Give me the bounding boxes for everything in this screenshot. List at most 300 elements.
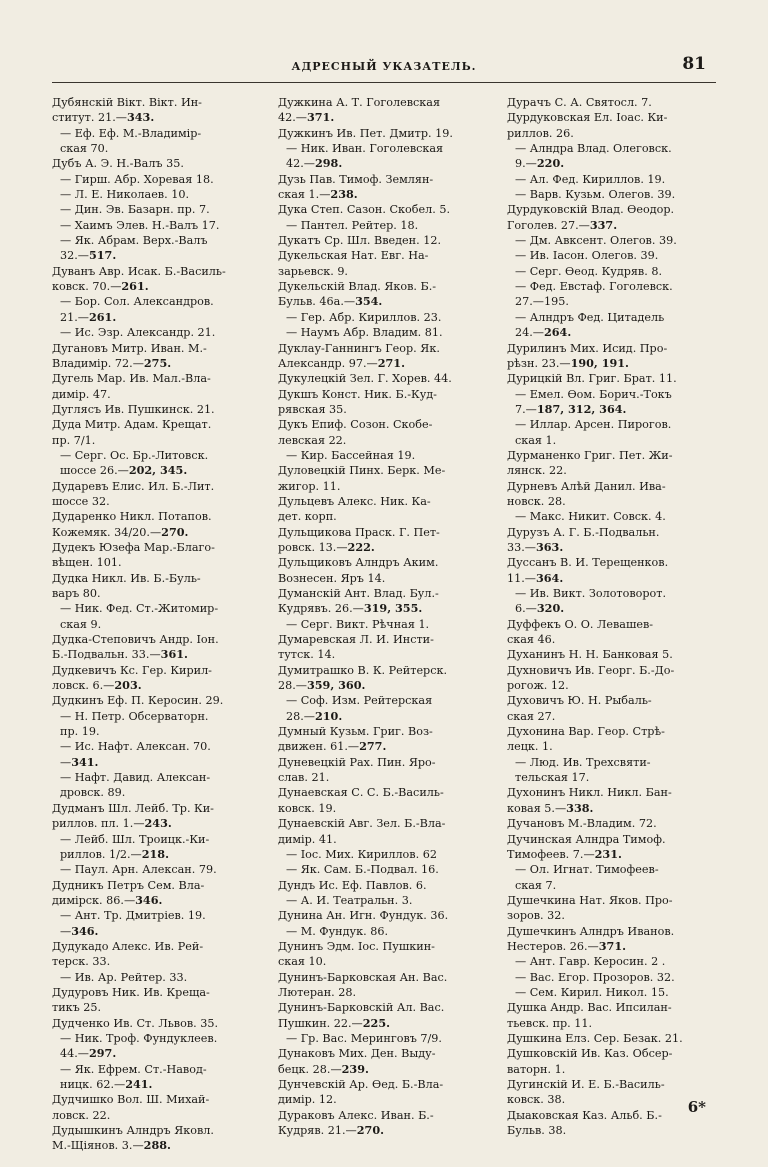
directory-entry (507, 816, 717, 831)
entry-text: новск. 28. (507, 494, 566, 508)
directory-entry (52, 233, 262, 264)
entry-line (52, 693, 262, 708)
entry-text: Дураковъ Алекс. Иван. Б.- (278, 1108, 434, 1122)
printer-signature: 6* (687, 1098, 706, 1116)
entry-line (507, 1031, 717, 1046)
entry-line (278, 494, 488, 509)
entry-text: — Люд. Ив. Трехсвяти- (515, 755, 651, 769)
entry-line (278, 571, 488, 586)
entry-text: ровск. 13.— (278, 540, 348, 554)
directory-entry (278, 325, 488, 340)
entry-text: Думаревская Л. И. Инсти- (278, 633, 434, 647)
page-number: 81 (682, 54, 706, 74)
entry-text: Дужкина А. Т. Гоголевская (278, 96, 441, 109)
entry-text: Душечкинъ Алндръ Иванов. (507, 924, 675, 938)
entry-text: димір. 41. (278, 832, 337, 846)
phone-number: 261. (88, 309, 117, 324)
entry-line (507, 479, 717, 494)
entry-line (507, 908, 717, 923)
directory-entry (507, 724, 717, 755)
entry-line (286, 325, 488, 340)
entry-line (52, 816, 262, 831)
entry-line (60, 233, 262, 248)
entry-text: Дудкинъ Еф. П. Керосин. 29. (52, 694, 224, 708)
entry-line (515, 233, 717, 248)
directory-entry (52, 693, 262, 708)
entry-text: 7.— (515, 402, 537, 416)
entry-text: — Фед. Евстаф. Гоголевск. (515, 280, 673, 294)
entry-text: Дудекъ Юзефа Мар.-Благо- (52, 540, 215, 554)
entry-text: Дудка Никл. Ив. Б.-Буль- (52, 571, 201, 585)
entry-line (286, 893, 488, 908)
entry-line (507, 110, 717, 125)
entry-text: ская 7. (515, 878, 557, 892)
entry-line (52, 356, 262, 371)
entry-line (515, 279, 717, 294)
entry-line (278, 586, 488, 601)
entry-text: — Ис. Эзр. Александр. 21. (60, 326, 216, 340)
entry-line (60, 785, 262, 800)
entry-line (278, 770, 488, 785)
entry-text: — Ив. Викт. Золотоворот. (515, 587, 667, 600)
entry-line (515, 878, 717, 893)
phone-number: 271. (377, 355, 405, 370)
entry-line (52, 939, 262, 954)
entry-text: Александр. 97.— (278, 356, 378, 370)
entry-text: 11.— (507, 571, 536, 585)
entry-text: Дучановъ М.-Владим. 72. (507, 817, 657, 831)
entry-line (278, 110, 488, 125)
entry-text: Кудрявъ. 26.— (278, 602, 364, 616)
entry-text: Дудка-Степовичъ Андр. Іон. (52, 633, 219, 647)
entry-line (52, 371, 262, 386)
entry-text: шоссе 32. (52, 494, 110, 508)
directory-entry (507, 954, 717, 969)
entry-line (278, 525, 488, 540)
entry-text: Дукулецкій Зел. Г. Хорев. 44. (278, 372, 452, 386)
entry-text: — Л. Е. Николаев. 10. (60, 188, 190, 202)
entry-line (507, 693, 717, 708)
directory-entry (52, 1092, 262, 1123)
entry-text: Дунинъ Эдм. Іос. Пушкин- (278, 939, 435, 953)
directory-entry (507, 233, 717, 248)
entry-line (278, 248, 488, 263)
entry-line (52, 663, 262, 678)
entry-line (278, 678, 488, 693)
directory-entry (278, 924, 488, 939)
entry-line (52, 801, 262, 816)
entry-line (278, 294, 488, 309)
entry-text: — Ал. Фед. Кириллов. 19. (515, 172, 666, 186)
directory-entry (278, 816, 488, 847)
entry-text: Дудуровъ Ник. Ив. Креща- (52, 985, 210, 999)
entry-line (507, 371, 717, 386)
entry-line (60, 187, 262, 202)
directory-entry (278, 663, 488, 694)
directory-entry (52, 601, 262, 632)
entry-line (278, 785, 488, 800)
entry-text: — Ник. Фед. Ст.-Житомир- (60, 602, 219, 616)
directory-entry (52, 187, 262, 202)
entry-text: Дукатъ Ср. Шл. Введен. 12. (278, 234, 442, 248)
entry-text: Дурилинъ Мих. Исид. Про- (507, 341, 668, 355)
directory-entry (278, 233, 488, 248)
entry-text: — Вас. Егор. Прозоров. 32. (515, 970, 675, 984)
entry-line (286, 924, 488, 939)
entry-text: шоссе 26.— (60, 464, 129, 478)
entry-text: Лютеран. 28. (278, 985, 357, 999)
entry-line (52, 387, 262, 402)
directory-entry (278, 141, 488, 172)
entry-text: Дурицкій Вл. Григ. Брат. 11. (507, 372, 677, 386)
directory-entry (278, 371, 488, 386)
entry-text: ловск. 6.— (52, 679, 115, 693)
entry-line (278, 1046, 488, 1061)
entry-line (52, 494, 262, 509)
entry-text: Дульщикова Праск. Г. Пет- (278, 525, 440, 539)
entry-line (507, 95, 717, 110)
phone-number: 231. (594, 846, 622, 861)
directory-entry (278, 724, 488, 755)
entry-line (286, 310, 488, 325)
entry-line (60, 141, 262, 156)
directory-entry (507, 525, 717, 556)
entry-line (52, 1123, 262, 1138)
entry-text: Дуглясъ Ив. Пушкинск. 21. (52, 402, 215, 416)
entry-line (52, 341, 262, 356)
phone-number: 346. (135, 892, 163, 907)
entry-line (60, 325, 262, 340)
entry-line (278, 172, 488, 187)
entry-line (278, 970, 488, 985)
entry-text: Дугель Мар. Ив. Мал.-Вла- (52, 372, 211, 386)
entry-line (52, 1000, 262, 1015)
directory-entry (52, 770, 262, 801)
entry-line (278, 341, 488, 356)
entry-line (60, 463, 262, 478)
entry-text: — Ант. Гавр. Керосин. 2 . (515, 955, 666, 969)
entry-line (507, 893, 717, 908)
entry-line (60, 294, 262, 309)
entry-text: — Дин. Эв. Базарн. пр. 7. (60, 203, 210, 217)
directory-column-3 (507, 95, 717, 1138)
entry-line (60, 248, 262, 263)
entry-line (52, 1092, 262, 1107)
directory-entry (278, 586, 488, 617)
directory-entry (52, 801, 262, 832)
entry-text: риллов. 1/2.— (60, 847, 142, 861)
directory-entry (507, 264, 717, 279)
directory-entry (52, 985, 262, 1016)
entry-text: — Хаимъ Элев. Н.-Валъ 17. (60, 218, 220, 232)
entry-line (278, 233, 488, 248)
entry-text: Духовичъ Ю. Н. Рыбаль- (507, 694, 652, 708)
entry-line (507, 463, 717, 478)
phone-number: 270. (356, 1123, 384, 1138)
entry-line (278, 1000, 488, 1015)
phone-number: 270. (161, 524, 189, 539)
entry-text: димірск. 86.— (52, 893, 136, 907)
entry-text: Душкина Елз. Сер. Безак. 21. (507, 1031, 683, 1045)
entry-line (278, 187, 488, 202)
entry-line (278, 371, 488, 386)
entry-text: Дудникъ Петръ Сем. Вла- (52, 878, 205, 892)
entry-text: Дударевъ Елис. Ил. Б.-Лит. (52, 479, 215, 493)
directory-column-2 (278, 95, 488, 1138)
entry-line (515, 294, 717, 309)
entry-line (52, 540, 262, 555)
entry-text: — Як. Сам. Б.-Подвал. 16. (286, 863, 439, 877)
entry-text: димір. 47. (52, 387, 111, 401)
directory-entry (52, 663, 262, 694)
entry-line (60, 1077, 262, 1092)
directory-entry (52, 341, 262, 372)
entry-text: ковск. 19. (278, 801, 337, 815)
directory-entry (52, 172, 262, 187)
entry-text: — Ол. Игнат. Тимофеев- (515, 863, 659, 877)
directory-entry (52, 632, 262, 663)
entry-line (507, 617, 717, 632)
entry-text: Дунаковъ Мих. Ден. Выду- (278, 1047, 436, 1061)
directory-entry (278, 494, 488, 525)
entry-text: ская 9. (60, 617, 102, 631)
entry-text: Дугинскій И. Е. Б.-Василь- (507, 1078, 665, 1091)
phone-number: 264. (543, 325, 572, 340)
entry-line (515, 248, 717, 263)
directory-entry (507, 248, 717, 263)
entry-text: Дурманенко Григ. Пет. Жи- (507, 448, 673, 462)
entry-text: Дукъ Епиф. Созон. Скобе- (278, 418, 433, 432)
directory-entry (52, 509, 262, 540)
entry-line (52, 525, 262, 540)
entry-line (60, 770, 262, 785)
phone-number: 277. (359, 739, 387, 754)
phone-number: 218. (141, 846, 169, 861)
entry-text: — Як. Ефрем. Ст.-Навод- (60, 1062, 207, 1076)
directory-entry (52, 739, 262, 770)
entry-line (52, 1108, 262, 1123)
entry-line (52, 95, 262, 110)
directory-entry (507, 110, 717, 141)
entry-line (60, 310, 262, 325)
entry-text: Душковскій Ив. Каз. Обсер- (507, 1047, 673, 1061)
directory-entry (507, 448, 717, 479)
directory-entry (52, 402, 262, 417)
entry-line (507, 218, 717, 233)
phone-number: 288. (143, 1138, 171, 1153)
entry-text: Дудченко Ив. Ст. Львов. 35. (52, 1016, 219, 1030)
entry-line (507, 555, 717, 570)
directory-entry (278, 1000, 488, 1031)
directory-entry (278, 310, 488, 325)
entry-line (507, 785, 717, 800)
entry-text: — Лейб. Шл. Троицк.-Ки- (60, 832, 210, 846)
directory-entry (52, 95, 262, 126)
entry-line (507, 724, 717, 739)
directory-entry (278, 341, 488, 372)
entry-line (278, 1077, 488, 1092)
entry-text: — Варв. Кузьм. Олегов. 39. (515, 188, 676, 202)
entry-line (60, 862, 262, 877)
entry-line (515, 601, 717, 616)
entry-line (507, 663, 717, 678)
entry-text: Дунинъ-Барковская Ан. Вас. (278, 970, 448, 984)
entry-line (507, 1108, 717, 1123)
entry-line (52, 555, 262, 570)
entry-text: тутск. 14. (278, 648, 336, 662)
entry-line (278, 479, 488, 494)
entry-text: 6.— (515, 602, 537, 616)
directory-entry (507, 785, 717, 816)
phone-number: 319, 355. (363, 601, 423, 616)
entry-text: тьевск. пр. 11. (507, 1016, 593, 1030)
entry-text: 42.— (278, 111, 307, 125)
entry-text: бецк. 28.— (278, 1062, 342, 1076)
entry-line (278, 1108, 488, 1123)
entry-text: варъ 80. (52, 587, 101, 600)
directory-entry (52, 908, 262, 939)
entry-line (60, 617, 262, 632)
directory-entry (52, 1016, 262, 1031)
directory-entry (278, 632, 488, 663)
entry-line (278, 878, 488, 893)
entry-line (507, 847, 717, 862)
page-header (0, 52, 768, 78)
entry-text: 28.— (286, 709, 315, 723)
entry-text: 33.— (507, 540, 536, 554)
entry-text: Дудукадо Алекс. Ив. Рей- (52, 939, 204, 953)
directory-column-1 (52, 95, 262, 1154)
directory-entry (278, 755, 488, 786)
entry-text: ковск. 70.— (52, 280, 122, 294)
entry-line (278, 1016, 488, 1031)
entry-line (515, 862, 717, 877)
entry-text: ская 70. (60, 142, 109, 156)
entry-text: ковск. 38. (507, 1093, 566, 1107)
entry-line (515, 985, 717, 1000)
directory-entry (278, 1046, 488, 1077)
entry-text: Дужкинъ Ив. Пет. Дмитр. 19. (278, 126, 453, 140)
directory-entry (278, 448, 488, 463)
entry-line (507, 832, 717, 847)
entry-line (515, 141, 717, 156)
entry-line (278, 540, 488, 555)
directory-entry (52, 970, 262, 985)
directory-entry (278, 555, 488, 586)
entry-line (52, 110, 262, 125)
phone-number: 363. (535, 539, 564, 554)
entry-text: пр. 19. (60, 725, 100, 739)
entry-line (60, 601, 262, 616)
directory-entry (278, 878, 488, 893)
entry-line (515, 172, 717, 187)
entry-text: 21.— (60, 310, 89, 324)
entry-text: Дунаевская С. С. Б.-Василь- (278, 786, 444, 800)
directory-entry (507, 202, 717, 233)
entry-text: Дузь Пав. Тимоф. Землян- (278, 172, 434, 186)
directory-entry (507, 310, 717, 341)
entry-text: левская 22. (278, 433, 347, 447)
entry-line (278, 402, 488, 417)
entry-text: рогож. 12. (507, 679, 569, 693)
directory-entry (52, 417, 262, 448)
entry-line (515, 433, 717, 448)
entry-text: Дуловецкій Пинх. Берк. Ме- (278, 464, 446, 478)
directory-entry (507, 985, 717, 1000)
directory-entry (507, 832, 717, 863)
directory-entry (52, 1123, 262, 1154)
entry-text: Дыаковская Каз. Альб. Б.- (507, 1108, 662, 1122)
directory-entry (278, 1077, 488, 1108)
phone-number: 320. (536, 601, 565, 616)
entry-line (52, 479, 262, 494)
entry-text: — Ант. Тр. Дмитріев. 19. (60, 909, 206, 923)
entry-line (507, 678, 717, 693)
entry-line (286, 617, 488, 632)
entry-text: — А. И. Театральн. 3. (286, 893, 413, 907)
entry-text: Нестеров. 26.— (507, 939, 599, 953)
directory-entry (507, 1108, 717, 1139)
entry-text: тельская 17. (515, 771, 590, 785)
entry-text: ницк. 62.— (60, 1078, 126, 1091)
entry-line (60, 709, 262, 724)
entry-text: — Як. Абрам. Верх.-Валъ (60, 234, 208, 248)
entry-text: — Кир. Бассейная 19. (286, 448, 416, 462)
entry-line (507, 647, 717, 662)
entry-text: Владимір. 72.— (52, 356, 144, 370)
entry-text: дровск. 89. (60, 786, 126, 800)
entry-line (507, 1000, 717, 1015)
entry-text: Дугановъ Митр. Иван. М.- (52, 341, 207, 355)
entry-line (60, 172, 262, 187)
entry-text: 9.— (515, 157, 537, 171)
directory-entry (507, 970, 717, 985)
entry-text: Дурачъ С. А. Святосл. 7. (507, 96, 652, 109)
entry-text: Дудчишко Вол. Ш. Михай- (52, 1093, 210, 1107)
entry-text: — Ник. Троф. Фундуклеев. (60, 1031, 218, 1045)
entry-line (286, 1031, 488, 1046)
entry-line (278, 801, 488, 816)
entry-line (515, 402, 717, 417)
entry-line (507, 126, 717, 141)
directory-entry (278, 248, 488, 279)
directory-entry (278, 939, 488, 970)
entry-line (60, 126, 262, 141)
directory-entry (507, 755, 717, 786)
entry-text: — Еф. Еф. М.-Владимір- (60, 126, 202, 140)
directory-entry (278, 785, 488, 816)
entry-text: зоров. 32. (507, 909, 565, 923)
entry-line (515, 417, 717, 432)
phone-number: 346. (71, 923, 99, 938)
entry-text: Дунинъ-Барковскій Ал. Вас. (278, 1001, 445, 1015)
entry-text: Духанинъ Н. Н. Банковая 5. (507, 648, 673, 662)
entry-line (278, 954, 488, 969)
entry-line (52, 571, 262, 586)
phone-number: 225. (362, 1015, 390, 1030)
entry-line (278, 816, 488, 831)
entry-text: — Паул. Арн. Алексан. 79. (60, 863, 217, 877)
entry-text: Дудкевичъ Кс. Гер. Кирил- (52, 663, 212, 677)
entry-text: рѣзн. 23.— (507, 356, 571, 370)
entry-line (507, 341, 717, 356)
entry-line (507, 939, 717, 954)
entry-text: Дунаевскій Авг. Зел. Б.-Вла- (278, 817, 446, 831)
phone-number: 338. (566, 800, 594, 815)
entry-line (52, 264, 262, 279)
entry-line (52, 156, 262, 171)
entry-text: — Нафт. Давид. Алексан- (60, 771, 211, 785)
